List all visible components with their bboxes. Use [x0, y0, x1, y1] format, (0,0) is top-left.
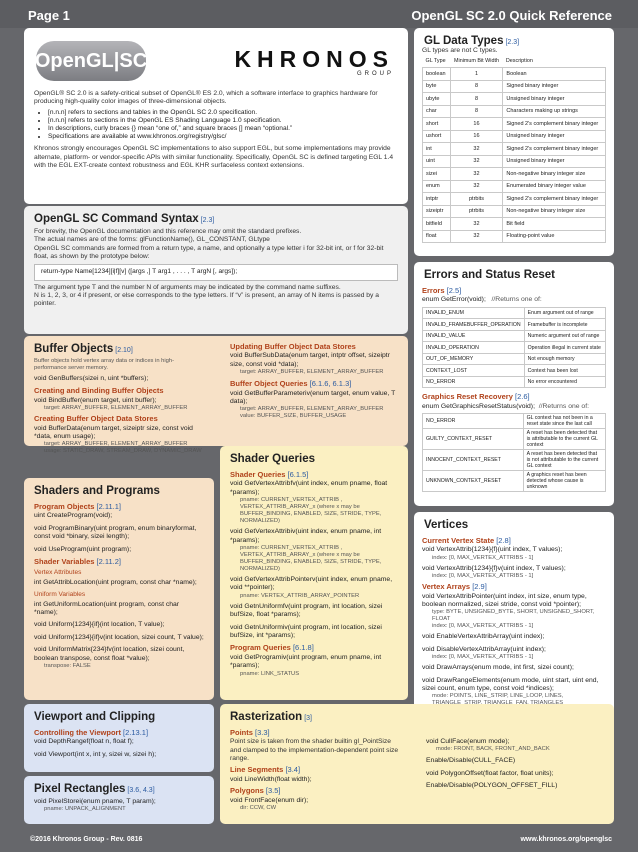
get-uniform-location-fn: int GetUniformLocation(uint program, const char *name); [34, 600, 180, 617]
shader-queries-panel [220, 446, 408, 700]
table-cell: UNKNOWN_CONTEXT_RESET [423, 471, 524, 492]
table-row [423, 143, 606, 156]
fn-note: pname: CURRENT_VERTEX_ATTRIB , VERTEX_ATTRIB_ARRAY_x (where x may be BUFFER_BINDING, ENABLED, SIZE, STRIDE, TYPE, NORMALIZED) [240, 545, 382, 573]
table-cell: Non-negative binary integer size [503, 168, 606, 181]
table-row [423, 450, 606, 471]
getn-uniformiv-fn: void GetnUniformiv(uint program, int location, sizei bufSize, int *params); [230, 623, 382, 640]
subsection-title: Polygons [3.5] [230, 786, 281, 796]
table-cell: 16 [450, 118, 503, 131]
subsection-title: Errors [2.5] [422, 286, 462, 295]
table-row [423, 330, 606, 342]
table-row [423, 230, 606, 243]
table-cell: CONTEXT_LOST [423, 365, 525, 377]
cull-face-fn: void CullFace(enum mode); [426, 738, 510, 745]
section-title: Pixel Rectangles [34, 783, 126, 795]
table-row [423, 93, 606, 106]
table-cell: 1 [450, 68, 503, 81]
table-cell: Signed 2's complement binary integer [503, 193, 606, 206]
uniform-matrix-fn: void UniformMatrix{234}fv(int location, sizei count, boolean transpose, const float *value); [34, 646, 185, 662]
returns-label: //Returns one of: [538, 402, 589, 410]
datatypes-subtitle: GL types are not C types. [422, 47, 498, 54]
section-title: OpenGL SC Command Syntax [2.3] [34, 213, 215, 225]
intro-bullet: • [n.n.n] refers to sections in the OpenGL ES Shading Language 1.0 specification. [48, 117, 398, 125]
fn-note: type: BYTE, UNSIGNED_BYTE, SHORT, UNSIGNED_SHORT, FLOAT [432, 609, 595, 623]
table-row [423, 471, 606, 492]
uniform-v-fn: void Uniform{1234}{if}v(int location, sizei count, T value); [34, 633, 204, 641]
data-types-table [422, 55, 606, 243]
subsection-title: Updating Buffer Object Data Stores [230, 342, 356, 351]
table-cell: Non-negative binary integer size [503, 205, 606, 218]
table-cell: Signed 2's complement binary integer [503, 118, 606, 131]
intro-bullet: • Specifications are available at www.khronos.org/registry/glsc/ [48, 133, 398, 141]
table-row [423, 342, 606, 354]
table-cell: Boolean [503, 68, 606, 81]
uniform-fn: void Uniform{1234}{if}(int location, T value); [34, 621, 165, 629]
get-reset-status-fn: enum GetGraphicsResetStatus(void); [422, 402, 535, 410]
table-row [423, 414, 606, 429]
fn-note: target: ARRAY_BUFFER, ELEMENT_ARRAY_BUFFER [44, 405, 188, 412]
fn-note: pname: VERTEX_ATTRIB_ARRAY_POINTER [240, 592, 360, 599]
table-cell: INNOCENT_CONTEXT_RESET [423, 450, 524, 471]
pixel-storei-fn: void PixelStorei(enum pname, T param); [34, 798, 156, 805]
get-vertex-attribfv-fn: void GetVertexAttribfv(uint index, enum pname, float *params); [230, 480, 388, 496]
enable-cull-face: Enable/Disable(CULL_FACE) [426, 757, 516, 765]
table-cell: 16 [450, 130, 503, 143]
table-cell: 8 [450, 80, 503, 93]
table-cell: boolean [423, 68, 451, 81]
table-cell: 8 [450, 93, 503, 106]
table-cell: Signed 2's complement binary integer [503, 143, 606, 156]
table-cell: short [423, 118, 451, 131]
fn-note: target: ARRAY_BUFFER, ELEMENT_ARRAY_BUFFER [240, 406, 384, 413]
table-cell: float [423, 230, 451, 243]
rasterization-panel: Rasterization [3] Points [3.3] Point size is taken from the shader builtin gl_PointSize and clamped to the implementation-dependent point size range. Line Segments [3.4] void LineWidth(float width); Polygons [3.5] void FrontFace(enum dir); dir: CCW, CW void CullFace(enum mode); mode: FRONT, BACK, FRONT_AND_BACK Enable/Disable(CULL_FACE) void PolygonOffset(float factor, float units); Enable/Disable(POLYGON_OFFSET_FILL) [220, 704, 614, 824]
subsection-title: Vertex Arrays [2.9] [422, 582, 487, 592]
table-row [423, 180, 606, 193]
table-row [423, 307, 606, 319]
create-program-fn: uint CreateProgram(void); [34, 512, 113, 520]
gl-data-types-panel: GL Data Types [2.3] GL types are not C types. GL Type Minimum Bit Width Description boolean 1 Boolean byte 8 Signed binary integer ubyte 8 Unsigned binary integer char 8 Characters making up strings short 16 Signed 2's complement binary integer ushort 16 Unsigned binary integer int 32 Signed 2's complement binary integer uint 32 Unsigned binary integer sizei 32 Non-negative binary integer size enum 32 Enumerated binary integer value intptr ptrbits Signed 2's complement binary integer sizeiptr ptrbits Non-negative binary integer size bitfield 32 Bit field float 32 Floating-point value [414, 28, 614, 256]
table-cell: Enum argument out of range [524, 307, 605, 319]
intro-bullet: • [n.n.n] refers to sections and tables in the OpenGL SC 2.0 specification. [48, 109, 398, 117]
shaders-programs-panel [24, 478, 214, 700]
table-cell: sizeiptr [423, 205, 451, 218]
table-cell: Unsigned binary integer [503, 155, 606, 168]
intro-egl-paragraph: Khronos strongly encourages OpenGL SC implementations to also support EGL, but some implementations may provide alternate, platform- or vendor-specific APIs with similar functionality. Specifically, OpenGL SC is defined targeting EGL 1.4 with the EGL EXT-create context robustness and EGL KHR surfaceless context extensions. [34, 145, 394, 169]
table-row [423, 218, 606, 231]
table-row [423, 68, 606, 81]
bind-buffer-fn: void BindBuffer(enum target, uint buffer); [34, 396, 157, 404]
table-cell: byte [423, 80, 451, 93]
fn-note: value: BUFFER_SIZE, BUFFER_USAGE [240, 413, 347, 420]
table-cell: Unsigned binary integer [503, 130, 606, 143]
fn-note: index: [0, MAX_VERTEX_ATTRIBS - 1] [432, 623, 534, 630]
logo-row [24, 28, 408, 88]
subsection-title: Program Objects [2.11.1] [34, 502, 121, 511]
table-cell: No error encountered [524, 376, 605, 388]
buffer-objects-panel: Buffer Objects [2.10] Buffer objects hold vertex array data or indices in high-performance server memory. void GenBuffers(sizei n, uint *buffers); Creating and Binding Buffer Objects void BindBuffer(enum target, uint buffer); target: ARRAY_BUFFER, ELEMENT_ARRAY_BUFFER Creating Buffer Object Data Stores void BufferData(enum target, sizeiptr size, const void *data, enum usage); target: ARRAY_BUFFER, ELEMENT_ARRAY_BUFFER usage: STATIC_DRAW, STREAM_DRAW, DYNAMIC_DRAW Updating Buffer Object Data Stores void BufferSubData(enum target, intptr offset, sizeiptr size, const void *data); target: ARRAY_BUFFER, ELEMENT_ARRAY_BUFFER Buffer Object Queries [6.1.6, 6.1.3] void GetBufferParameteriv(enum target, enum value, T data); target: ARRAY_BUFFER, ELEMENT_ARRAY_BUFFER value: BUFFER_SIZE, BUFFER_USAGE [24, 336, 408, 446]
command-syntax-panel [24, 206, 408, 334]
get-buffer-parameter-fn: void GetBufferParameteriv(enum target, enum value, T data); [230, 389, 396, 406]
vertex-attrib-fn: void VertexAttrib{1234}{f}(uint index, T values); [422, 546, 563, 554]
table-row [423, 155, 606, 168]
section-title: GL Data Types [424, 35, 504, 47]
subsection-title: Current Vertex State [2.8] [422, 536, 511, 545]
table-cell: uint [423, 155, 451, 168]
vertex-attrib-v-fn: void VertexAttrib{1234}{f}v(uint index, T values); [422, 564, 566, 572]
table-row [423, 168, 606, 181]
fn-note: index: [0, MAX_VERTEX_ATTRIBS - 1] [432, 654, 534, 661]
program-binary-fn: void ProgramBinary(uint program, enum binaryformat, const void *binary, sizei length); [34, 524, 197, 541]
section-title: Rasterization [230, 711, 303, 723]
get-attrib-location-fn: int GetAttribLocation(uint program, const char *name); [34, 578, 197, 586]
intro-bullet: • In descriptions, curly braces {} mean “one of,” and square braces [] mean “optional.” [48, 125, 398, 133]
prototype-box: return-type Name[1234][i|f][v] ([args ,] T arg1 , . . . , T argN [, args]); [34, 264, 398, 280]
fn-note: pname: UNPACK_ALIGNMENT [44, 806, 126, 813]
table-cell: ubyte [423, 93, 451, 106]
buffer-data-fn: void BufferData(enum target, sizeiptr size, const void *data, enum usage); [34, 424, 193, 441]
fn-note: target: ARRAY_BUFFER, ELEMENT_ARRAY_BUFFER [240, 369, 384, 376]
section-title: Errors and Status Reset [424, 269, 556, 281]
subsection-title: Points [3.3] [230, 728, 270, 737]
table-cell: GUILTY_CONTEXT_RESET [423, 429, 524, 450]
table-row [423, 105, 606, 118]
subsection-title: Controlling the Viewport [2.13.1] [34, 728, 149, 737]
table-cell: Framebuffer is incomplete [524, 319, 605, 331]
table-cell: enum [423, 180, 451, 193]
returns-label: //Returns one of: [491, 296, 542, 304]
table-cell: A reset has been detected that is attributable to the current GL context [523, 429, 605, 450]
table-cell: A reset has been detected that is not attributable to the current GL context [523, 450, 605, 471]
enable-vertex-attrib-array-fn: void EnableVertexAttribArray(uint index); [422, 633, 545, 641]
table-cell: NO_ERROR [423, 414, 524, 429]
fn-note: target: ARRAY_BUFFER, ELEMENT_ARRAY_BUFFER [44, 441, 188, 448]
table-cell: 32 [450, 143, 503, 156]
table-cell: 32 [450, 155, 503, 168]
column-header: GL Type [423, 55, 451, 68]
table-cell: intptr [423, 193, 451, 206]
table-cell: sizei [423, 168, 451, 181]
syntax-text: OpenGL SC commands are formed from a return type, a name, and optionally a type letter i for 32-bit int, or f for 32-bit float, as shown by the prototype below: [34, 244, 384, 260]
fn-note: mode: POINTS, LINE_STRIP, LINE_LOOP, LINES, [432, 693, 564, 700]
table-cell: INVALID_FRAMEBUFFER_OPERATION [423, 319, 525, 331]
subsection-title: Vertex Attributes [34, 569, 82, 577]
table-row [423, 353, 606, 365]
disable-vertex-attrib-array-fn: void DisableVertexAttribArray(uint index); [422, 645, 546, 653]
enable-polygon-offset: Enable/Disable(POLYGON_OFFSET_FILL) [426, 782, 558, 790]
viewport-fn: void Viewport(int x, int y, sizei w, sizei h); [34, 750, 157, 758]
table-row [423, 319, 606, 331]
opengl-sc-logo: OpenGL|SC [36, 41, 146, 81]
table-cell: Signed binary integer [503, 80, 606, 93]
polygon-offset-fn: void PolygonOffset(float factor, float units); [426, 769, 554, 777]
table-cell: 8 [450, 105, 503, 118]
viewport-panel [24, 704, 214, 772]
table-cell: Floating-point value [503, 230, 606, 243]
front-face-fn: void FrontFace(enum dir); [230, 796, 309, 804]
intro-panel [24, 28, 408, 204]
get-vertex-attrib-pointer-fn: void GetVertexAttribPointerv(uint index, enum pname, void **pointer); [230, 576, 393, 592]
subsection-title: Creating Buffer Object Data Stores [34, 414, 158, 424]
khronos-wordmark: KHRONOS [234, 45, 394, 72]
subsection-title: Creating and Binding Buffer Objects [34, 386, 164, 396]
table-cell: Bit field [503, 218, 606, 231]
table-row [423, 376, 606, 388]
khronos-group-text: GROUP [356, 70, 394, 77]
table-cell: Enumerated binary integer value [503, 180, 606, 193]
table-row [423, 365, 606, 377]
get-error-fn: enum GetError(void); [422, 296, 486, 304]
fn-note: usage: STATIC_DRAW, STREAM_DRAW, DYNAMIC_DRAW [44, 448, 202, 455]
table-cell: 32 [450, 168, 503, 181]
fn-note: pname: LINK_STATUS [240, 670, 300, 677]
fn-note: index: [0, MAX_VERTEX_ATTRIBS - 1] [432, 573, 534, 580]
fn-note: dir: CCW, CW [240, 804, 277, 811]
table-row [423, 193, 606, 206]
table-cell: Operation illegal in current state [524, 342, 605, 354]
table-cell: INVALID_OPERATION [423, 342, 525, 354]
fn-note: index: [0, MAX_VERTEX_ATTRIBS - 1] [432, 554, 534, 561]
table-cell: ushort [423, 130, 451, 143]
document-title: OpenGL SC 2.0 Quick Reference [411, 8, 612, 23]
buffer-desc: Buffer objects hold vertex array data or indices in high-performance server memory. [34, 358, 175, 371]
draw-arrays-fn: void DrawArrays(enum mode, int first, sizei count); [422, 664, 574, 672]
error-codes-table [422, 307, 606, 389]
get-programiv-fn: void GetProgramiv(uint program, enum pname, int *params); [230, 653, 382, 670]
vertex-attrib-pointer-fn: void VertexAttribPointer(uint index, int size, enum type, boolean normalized, sizei stride, const void *pointer); [422, 592, 587, 609]
syntax-text: The argument type T and the number N of arguments may be indicated by the command name suffixes. [34, 283, 341, 291]
subsection-title: Line Segments [3.4] [230, 765, 301, 775]
gen-buffers-fn: void GenBuffers(sizei n, uint *buffers); [34, 375, 149, 382]
pixel-rectangles-panel: Pixel Rectangles [3.6, 4.3] void PixelStorei(enum pname, T param); pname: UNPACK_ALIGNMENT [24, 776, 214, 824]
table-cell: 32 [450, 218, 503, 231]
subsection-title: Graphics Reset Recovery [2.6] [422, 392, 530, 402]
table-cell: int [423, 143, 451, 156]
table-cell: INVALID_VALUE [423, 330, 525, 342]
table-cell: 32 [450, 230, 503, 243]
section-title: Shaders and Programs [34, 485, 160, 497]
table-cell: A graphics reset has been detected whose cause is unknown [523, 471, 605, 492]
table-cell: Not enough memory [524, 353, 605, 365]
get-vertex-attribiv-fn: void GetVertexAttribiv(uint index, enum pname, int *params); [230, 528, 382, 544]
section-title: Buffer Objects [34, 343, 114, 355]
subsection-title: Program Queries [6.1.8] [230, 643, 314, 653]
table-cell: ptrbits [450, 205, 503, 218]
subsection-title: Buffer Object Queries [6.1.6, 6.1.3] [230, 379, 352, 389]
table-cell: OUT_OF_MEMORY [423, 353, 525, 365]
points-text: Point size is taken from the shader builtin gl_PointSize and clamped to the implementation-dependent point size range. [230, 738, 399, 762]
reset-status-table [422, 413, 606, 492]
table-cell: Characters making up strings [503, 105, 606, 118]
buffer-subdata-fn: void BufferSubData(enum target, intptr offset, sizeiptr size, const void *data); [230, 352, 390, 368]
syntax-text: N is 1, 2, 3, or 4 if present, or else corresponds to the type letters. If “v” is present, an array of N items is passed by a pointer. [34, 291, 379, 308]
table-cell: char [423, 105, 451, 118]
vertices-panel [414, 512, 614, 734]
section-title: Shader Queries [230, 453, 316, 465]
errors-panel [414, 262, 614, 506]
page-number: Page 1 [28, 8, 70, 23]
section-title: Vertices [424, 519, 469, 531]
table-cell: NO_ERROR [423, 376, 525, 388]
subsection-title: Shader Variables [2.11.2] [34, 557, 122, 567]
table-row [423, 130, 606, 143]
fn-note: mode: FRONT, BACK, FRONT_AND_BACK [436, 746, 550, 753]
getn-uniformfv-fn: void GetnUniformfv(uint program, int location, sizei bufSize, float *params); [230, 602, 383, 619]
subsection-title: Uniform Variables [34, 591, 86, 599]
syntax-text: For brevity, the OpenGL documentation and this reference may omit the standard prefixes. [34, 228, 302, 235]
column-header: Description [503, 55, 606, 68]
use-program-fn: void UseProgram(uint program); [34, 545, 132, 553]
draw-range-elements-fn: void DrawRangeElements(enum mode, uint start, uint end, sizei count, enum type, const void *indices); [422, 676, 599, 693]
column-header: Minimum Bit Width [450, 55, 503, 68]
section-title: Viewport and Clipping [34, 711, 156, 723]
table-row [423, 429, 606, 450]
table-row [423, 205, 606, 218]
fn-note: transpose: FALSE [44, 663, 91, 670]
table-row [423, 80, 606, 93]
depth-rangef-fn: void DepthRangef(float n, float f); [34, 738, 134, 746]
copyright: ©2016 Khronos Group - Rev. 0816 [30, 836, 143, 843]
fn-note: pname: CURRENT_VERTEX_ATTRIB , VERTEX_ATTRIB_ARRAY_x (where x may be BUFFER_BINDING, ENABLED, SIZE, STRIDE, TYPE, NORMALIZED) [240, 497, 382, 525]
table-cell: bitfield [423, 218, 451, 231]
table-cell: GL context has not been in a reset state since the last call [523, 414, 605, 429]
table-cell: Unsigned binary integer [503, 93, 606, 106]
line-width-fn: void LineWidth(float width); [230, 775, 312, 783]
table-header-row [423, 55, 606, 68]
table-cell: INVALID_ENUM [423, 307, 525, 319]
table-cell: 32 [450, 180, 503, 193]
subsection-title: Shader Queries [6.1.5] [230, 470, 309, 479]
table-cell: Numeric argument out of range [524, 330, 605, 342]
footer-url[interactable]: www.khronos.org/openglsc [520, 836, 612, 843]
khronos-logo [234, 46, 394, 77]
syntax-text: The actual names are of the forms: glFunctionName(), GL_CONSTANT, GLtype [34, 236, 270, 244]
intro-paragraph: OpenGL® SC 2.0 is a safety-critical subset of OpenGL® ES 2.0, which a software interface to graphics hardware for producing high-quality color images of three-dimensional objects. [34, 90, 378, 106]
table-row [423, 118, 606, 131]
table-cell: Context has been lost [524, 365, 605, 377]
table-cell: ptrbits [450, 193, 503, 206]
